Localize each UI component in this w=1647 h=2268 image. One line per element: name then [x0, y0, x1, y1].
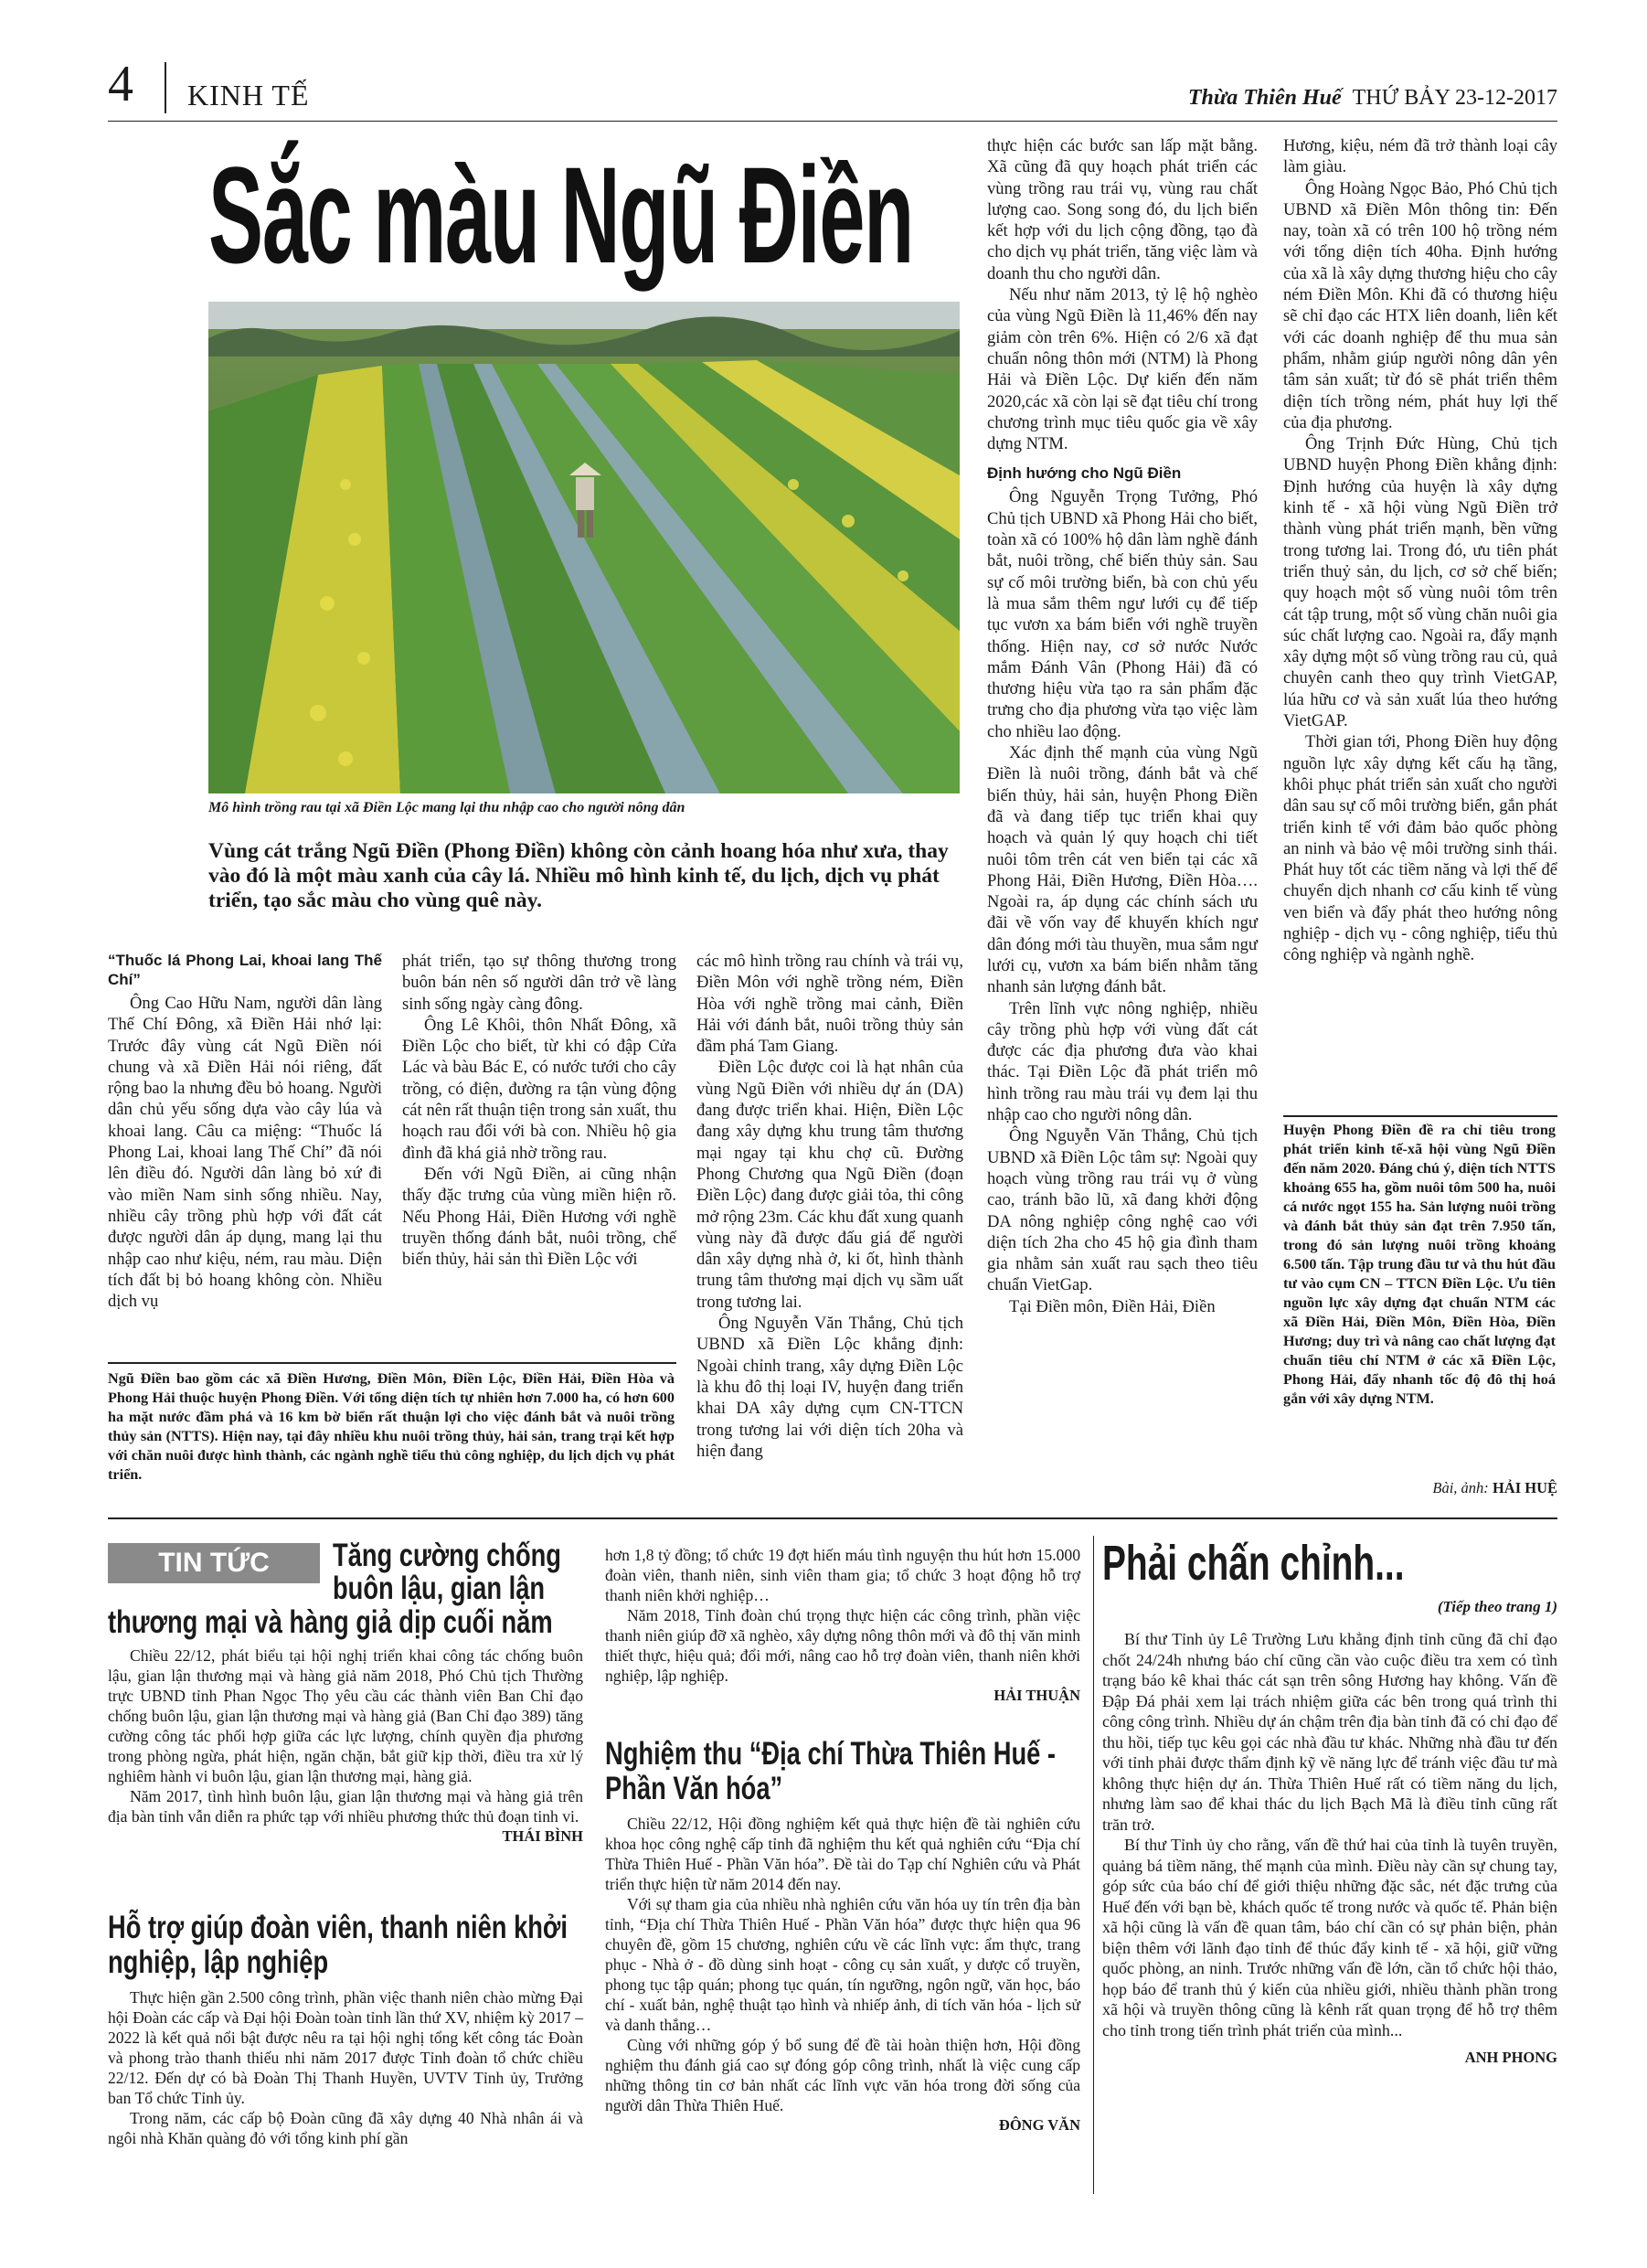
title-line: Tăng cường chống — [333, 1538, 561, 1573]
paragraph: Ông Lê Khôi, thôn Nhất Đông, xã Điền Lộc cho biết, từ khi có đập Cửa Lác và bàu Bác E, có nước tưới cho cây trồng, có điện, đường ra tận vùng động cát nên rất thuận tiện trong sản xuất, thu hoạch rau đổi với bà con. Nhiều hộ gia đình đã khá giả nhờ trồng rau. — [402, 1015, 676, 1163]
paragraph: Cùng với những góp ý bổ sung để đề tài hoàn thiện hơn, Hội đồng nghiệm thu đánh giá cao sự đóng góp công trình, nhất là việc cung cấp những thông tin cơ bản nhất các lĩnh vực văn hóa trong đời sống của người dân Thừa Thiên Huế. — [605, 2036, 1080, 2114]
news-a1-body — [108, 1645, 583, 1847]
paragraph: Xác định thế mạnh của vùng Ngũ Điền là nuôi trồng, đánh bắt và chế biến thủy, hải sản, huyện Phong Điền đã và đang tiếp tục triển khai quy hoạch và quản lý quy hoạch chi tiết nuôi tôm trên cát ven biển tại các xã Phong Hải, Điền Hương, Điền Hòa…. Ngoài ra, áp dụng các chính sách ưu đãi về vốn vay để khuyến khích ngư dân đóng mới tàu thuyền, mua sắm ngư lưới cụ, vươn xa bám biển nhằm tăng nhanh sản lượng đánh bắt. — [987, 743, 1258, 997]
paragraph: Chiều 22/12, phát biểu tại hội nghị triển khai công tác chống buôn lậu, gian lận thương mại và hàng giả năm 2018, Phó Chủ tịch Thường trực UBND tỉnh Phan Ngọc Thọ yêu cầu các thành viên Ban Chỉ đạo chống buôn lậu, gian lận thương mại và hàng giả (Ban Chỉ đạo 389) tăng cường công tác phối hợp giữa các lực lượng, chính quyền địa phương trong phòng ngừa, phát hiện, ngăn chặn, bắt giữ kịp thời, điều tra xử lý nghiêm hành vi buôn lậu, gian lận thương mại, hàng giả. — [108, 1646, 583, 1785]
paragraph: hơn 1,8 tỷ đồng; tổ chức 19 đợt hiến máu tình nguyện thu hút hơn 15.000 đoàn viên, thanh niên, sinh viên tham gia; tổ chức 3 hoạt động hỗ trợ thanh niên khởi nghiệp… — [605, 1546, 1080, 1604]
feature-title: Sắc màu Ngũ Điền — [208, 138, 913, 292]
continued-note: (Tiếp theo trang 1) — [1437, 1598, 1557, 1615]
paragraph: Chiều 22/12, Hội đồng nghiệm kết quả thực hiện đề tài nghiên cứu khoa học công nghệ cấp tỉnh đã nghiệm thu kết quả nghiên cứu “Địa chí Thừa Thiên Huế - Phần Văn hóa”. Đề tài do Tạp chí Nghiên cứu và Phát triển thực hiện từ năm 2014 đến nay. — [605, 1815, 1080, 1893]
paragraph: Ông Trịnh Đức Hùng, Chủ tịch UBND huyện Phong Điền khẳng định: Định hướng của huyện là xây dựng kinh tế - xã hội vùng Ngũ Điền trở thành vùng phát triển mạnh, bền vững trong tương lai. Trong đó, ưu tiên phát triển thuỷ sản, du lịch, cơ sở chế biến; quy hoạch một số vùng nuôi tôm trên cát tập trung, một số vùng chăn nuôi gia súc chất lượng cao. Ngoài ra, đẩy mạnh xây dựng một số vùng trồng rau củ, quả chuyên canh theo quy trình VietGAP, lúa hữu cơ và sản xuất lúa theo hướng VietGAP. — [1283, 434, 1557, 731]
paragraph: Năm 2018, Tỉnh đoàn chú trọng thực hiện các công trình, phần việc thanh niên giúp đỡ xã nghèo, xây dựng nông thôn mới và đô thị văn minh thiết thực, hiệu quả; đổi mới, nâng cao hỗ trợ đoàn viên, thanh niên khởi nghiệp, lập nghiệp. — [605, 1606, 1080, 1685]
paragraph: Thực hiện gần 2.500 công trình, phần việc thanh niên chào mừng Đại hội Đoàn các cấp và Đại hội Đoàn toàn tỉnh lần thứ XV, nhiệm kỳ 2017 – 2022 là kết quả nổi bật được nêu ra tại hội nghị tổng kết công tác Đoàn và phong trào thanh thiếu nhi năm 2017 được Tỉnh đoàn tổ chức chiều 22/12. Đến dự có bà Đoàn Thị Thanh Huyền, UVTV Tỉnh ủy, Trưởng ban Tổ chức Tỉnh ủy. — [108, 1988, 583, 2107]
news-a2-author: HẢI THUẬN — [994, 1687, 1080, 1704]
paragraph: Ông Nguyễn Văn Thắng, Chủ tịch UBND xã Điền Lộc khẳng định: Ngoài chỉnh trang, xây dựng Điền Lộc là khu đô thị loại IV, huyện đang triển khai DA xây dựng cụm CN-TTCN trong tương lai với diện tích 20ha và hiện đang — [696, 1314, 963, 1461]
col4-subheading: Định hướng cho Ngũ Điền — [987, 464, 1182, 483]
paragraph: Bí thư Tỉnh ủy Lê Trường Lưu khẳng định tỉnh cũng đã chỉ đạo chốt 24/24h nhưng báo chí cũng cần vào cuộc điều tra xem có tình trạng báo kê khai thác cát sạn trên sông Hương hay không. Vấn đề Đập Đá phải xem lại trách nhiệm giữa các bên trong quá trình thi công công trình. Nhiều dự án chậm trên địa bàn tỉnh đã có chỉ đạo để thu hồi, tiếp tục kêu gọi các nhà đầu tư khác. Những nhà đầu tư đến với tỉnh phải được thẩm định kỹ về năng lực để tránh việc đầu tư mà không thực hiện dự án. Thừa Thiên Huế rất có tiềm năng du lịch, nhưng làm sao để khai thác du lịch Bạch Mã là điều tỉnh cũng rất trăn trở. — [1102, 1630, 1557, 1834]
paragraph: Ông Nguyễn Trọng Tưởng, Phó Chủ tịch UBND xã Phong Hải cho biết, toàn xã có 100% hộ dân làm nghề đánh bắt, nuôi trồng, chế biến thủy sản. Sau sự cố môi trường biển, bà con chủ yếu là mua sắm thêm ngư lưới cụ để tiếp tục vươn xa bám biển với nghề truyền thống. Hiện nay, cơ sở nước Nước mắm Đánh Vân (Phong Hải) đã có thương hiệu vừa tạo ra sản phẩm đặc trưng cho địa phương vừa tạo việc làm cho nhiều lao động. — [987, 487, 1258, 741]
news-a1-author: THÁI BÌNH — [502, 1827, 583, 1845]
factbox-rule — [108, 1362, 676, 1364]
news-a3-body — [605, 1814, 1080, 2135]
paragraph: Trong năm, các cấp bộ Đoàn cũng đã xây dựng 40 Nhà nhân ái và ngôi nhà Khăn quàng đỏ với tổng kinh phí gần — [108, 2109, 583, 2147]
news-a2-body-continued — [605, 1545, 1080, 1706]
feature-byline — [1432, 1479, 1557, 1497]
paragraph: Bí thư Tỉnh ủy cho rằng, vấn đề thứ hai của tỉnh là tuyên truyền, quảng bá tiềm năng, thế mạnh của mình. Điều này cần sự chung tay, góp sức của báo chí để giới thiệu những đặc sắc, nét đặc trưng của Huế đến với bạn bè, khách quốc tế trong nước và quốc tế. Phản biện xã hội cũng là vấn đề quan tâm, báo chí cần có sự phản biện, phản biện thêm với lãnh đạo tỉnh để thúc đẩy kinh tế - xã hội, giữ vững quốc phòng, an ninh. Trước những vấn đề lớn, cần tổ chức hội thảo, họp báo để tranh thủ ý kiến của nhiều giới, nhiều thành phần trong xã hội và truyền thông cũng là kênh rất quan trọng để hỗ trợ thêm cho tỉnh trong tiến trình phát triển của mình... — [1102, 1836, 1557, 2039]
feature-column-1 — [108, 951, 382, 1312]
paper-name: Thừa Thiên Huế — [1187, 86, 1342, 110]
header-rule — [108, 121, 1557, 122]
paragraph: phát triển, tạo sự thông thương trong buôn bán nên số người dân trở về làng sinh sống ngày càng đông. — [402, 952, 676, 1014]
title-line: buôn lậu, gian lận — [333, 1571, 546, 1606]
news-a1-title — [108, 1539, 583, 1640]
news-a2-body — [108, 1987, 583, 2148]
feature-lead: Vùng cát trắng Ngũ Điền (Phong Điền) không còn cảnh hoang hóa như xưa, thay vào đó là một màu xanh của cây lá. Nhiều mô hình kinh tế, du lịch, dịch vụ phát triển, tạo sắc màu cho vùng quê này. — [208, 839, 949, 912]
paragraph: Ông Hoàng Ngọc Bảo, Phó Chủ tịch UBND xã Điền Môn thông tin: Đến nay, toàn xã có trên 100 hộ trồng ném với tổng diện tích 40ha. Định hướng của xã là xây dựng thương hiệu cho cây ném Điền Môn. Khi đã có thương hiệu sẽ chỉ đạo các HTX liên doanh, liên kết với các doanh nghiệp để thu mua sản phẩm, nhằm giúp người nông dân yên tâm sản xuất; từ đó sẽ phát triển thêm diện tích trồng ném, phát huy lợi thế của địa phương. — [1283, 178, 1557, 432]
header-masthead — [1188, 86, 1557, 111]
title-line: thương mại và hàng giả dịp cuối năm — [108, 1604, 553, 1640]
feature-column-4 — [987, 135, 1258, 1317]
feature-column-5 — [1283, 135, 1557, 966]
paragraph: Năm 2017, tình hình buôn lậu, gian lận thương mại và hàng giả trên địa bàn tỉnh vẫn diễn ra phức tạp với nhiều phương thức thủ đoạn tinh vi. — [108, 1787, 583, 1826]
byline-name: HẢI HUỆ — [1492, 1479, 1557, 1496]
paragraph: các mô hình trồng rau chính và trái vụ, Điền Môn với nghề trồng ném, Điền Hòa với nghề trồng mai cảnh, Điền Hải với đánh bắt, nuôi trồng thủy sản đầm phá Tam Giang. — [696, 952, 963, 1057]
paragraph: Ông Cao Hữu Nam, người dân làng Thế Chí Đông, xã Điền Hải nhớ lại: Trước đây vùng cát Ngũ Điền nói chung và xã Điền Hải nói riêng, đất rộng bao la nhưng đều bỏ hoang. Người dân chủ yếu sống dựa vào cây lúa và khoai lang. Câu ca miệng: “Thuốc lá Phong Lai, khoai lang Thế Chí” đã nói lên điều đó. Người dân làng bỏ xứ đi vào miền Nam sinh sống nhiều. Nay, nhiều cây trồng phù hợp với đất cát được người dân áp dụng, mang lại thu nhập cao như kiệu, ném, rau màu. Diện tích đất bị bỏ hoang không còn. Nhiều dịch vụ — [108, 994, 382, 1312]
col1-subheading: “Thuốc lá Phong Lai, khoai lang Thế Chí” — [108, 952, 382, 988]
paragraph: Ông Nguyễn Văn Thắng, Chủ tịch UBND xã Điền Lộc tâm sự: Ngoài quy hoạch vùng trồng rau trái vụ ở vùng cao, tránh bão lũ, xã đang khởi động DA nông nghiệp công nghệ cao với diện tích 2ha cho 45 hộ gia đình tham gia nhằm sản xuất rau sạch theo tiêu chuẩn VietGap. — [987, 1126, 1258, 1295]
factbox-left: Ngũ Điền bao gồm các xã Điền Hương, Điền Môn, Điền Lộc, Điền Hải, Điền Hòa và Phong Hải thuộc huyện Phong Điền. Với tổng diện tích tự nhiên hơn 7.000 ha, có hơn 600 ha mặt nước đầm phá và 16 km bờ biển rất thuận lợi cho việc đánh bắt và nuôi trồng thủy sản (NTTS). Hiện nay, tại đây nhiều khu nuôi trồng thủy, hải sản, trang trại kết hợp với chăn nuôi được hình thành, các ngành nghề tiểu thủ công nghiệp, du lịch dịch vụ phát triển. — [108, 1370, 675, 1483]
paragraph: Trên lĩnh vực nông nghiệp, nhiều cây trồng phù hợp với vùng đất cát được các địa phương đưa vào khai thác. Tại Điền Lộc đã phát triển mô hình trồng rau màu trái vụ đem lại thu nhập cao cho người nông dân. — [987, 998, 1258, 1125]
page-number: 4 — [108, 56, 133, 112]
paragraph: Hương, kiệu, ném đã trở thành loại cây làm giàu. — [1283, 136, 1557, 177]
factbox-right: Huyện Phong Điền đề ra chỉ tiêu trong phát triển kinh tế-xã hội vùng Ngũ Điền đến năm 2020. Đáng chú ý, diện tích NTTS khoảng 655 ha, gồm nuôi tôm 500 ha, nuôi cá nước ngọt 155 ha. Sản lượng nuôi trồng và đánh bắt thủy sản đạt trên 7.950 tấn, trong đó sản lượng nuôi trồng khoảng 6.500 tấn. Tập trung đầu tư và thu hút đầu tư vào cụm CN – TTCN Điền Lộc. Ưu tiên nguồn lực xây dựng đạt chuẩn NTM các xã Điền Hải, Điền Môn, Điền Hòa, Điền Hương; duy trì và nâng cao chất lượng đạt chuẩn tiêu chí NTM ở các xã Điền Lộc, Phong Hải, đẩy nhanh tốc độ đô thị hoá gắn với xây dựng NTM. — [1283, 1122, 1556, 1407]
news-label: TIN TỨC — [108, 1543, 320, 1583]
paragraph: Đến với Ngũ Điền, ai cũng nhận thấy đặc trưng của vùng miền hiện rõ. Nếu Phong Hải, Điền Hương với nghề truyền thống đánh bắt, nuôi trồng, chế biến thủy, hải sản thì Điền Lộc với — [402, 1164, 676, 1270]
paragraph: Nếu như năm 2013, tỷ lệ hộ nghèo của vùng Ngũ Điền là 11,46% đến nay giảm còn trên 6%. Hiện có 2/6 xã đạt chuẩn nông thôn mới (NTM) là Phong Hải và Điền Lộc. Dự kiến đến năm 2020,các xã còn lại sẽ đạt tiêu chí trong chương trình mục tiêu quốc gia về xây dựng NTM. — [987, 285, 1258, 454]
vegetable-field-image — [208, 302, 960, 793]
feature-column-2 — [402, 951, 676, 1270]
factbox-right-rule — [1283, 1115, 1557, 1117]
paragraph: Tại Điền môn, Điền Hải, Điền — [1009, 1296, 1216, 1316]
photo-caption: Mô hình trồng rau tại xã Điền Lộc mang lại thu nhập cao cho người nông dân — [208, 800, 685, 815]
paragraph: thực hiện các bước san lấp mặt bằng. Xã cũng đã quy hoạch phát triển các vùng trồng rau trái vụ, vùng rau chất lượng cao. Song song đó, du lịch biển kết hợp với du lịch cộng đồng, tạo đà cho dịch vụ phát triển, tăng việc làm và doanh thu cho người dân. — [987, 136, 1258, 283]
header-divider-vertical — [165, 62, 166, 113]
continued-title: Phải chấn chỉnh... — [1102, 1536, 1405, 1591]
paragraph: Điền Lộc được coi là hạt nhân của vùng Ngũ Điền với nhiều dự án (DA) đang được triển khai. Hiện, Điền Lộc đang xây dựng khu trung tâm thương mại ngay tại khu chợ cũ. Đường Phong Chương qua Ngũ Điền (đoạn Điền Lộc) đang được giải tỏa, thi công mở rộng 23m. Các khu đất xung quanh vùng này đã được đấu giá để người dân xây dựng nhà ở, ki ốt, hình thành trung tâm thương mại dịch vụ sầm uất trong tương lai. — [696, 1058, 963, 1312]
paragraph: Thời gian tới, Phong Điền huy động nguồn lực xây dựng kết cấu hạ tầng, khôi phục phát triển sản xuất cho người dân sau sự cố môi trường biển, gắn phát triển kinh tế với đảm bảo quốc phòng an ninh và bảo vệ môi trường sinh thái. Phát huy tốt các tiềm năng và lợi thế để chuyển dịch nhanh cơ cấu kinh tế vùng ven biển và đẩy phát theo hướng nông nghiệp - dịch vụ - công nghiệp, tiểu thủ công nghiệp và ngành nghề. — [1283, 732, 1557, 965]
section-divider — [108, 1517, 1557, 1519]
news-a2-title: Hỗ trợ giúp đoàn viên, thanh niên khởi nghiệp, lập nghiệp — [108, 1910, 568, 1980]
issue-date: THỨ BẢY 23-12-2017 — [1352, 86, 1557, 110]
news-a3-title: Nghiệm thu “Địa chí Thừa Thiên Huế - Phần Văn hóa” — [605, 1736, 1056, 1806]
news-a3-author: ĐÔNG VĂN — [998, 2116, 1080, 2134]
feature-column-3 — [696, 951, 963, 1462]
column-divider — [1093, 1536, 1094, 2194]
continued-body — [1102, 1629, 1557, 2068]
continued-author: ANH PHONG — [1464, 2049, 1557, 2066]
byline-label: Bài, ảnh: — [1432, 1479, 1489, 1496]
feature-photo — [208, 302, 960, 793]
section-name: KINH TẾ — [187, 79, 310, 112]
paragraph: Với sự tham gia của nhiều nhà nghiên cứu văn hóa uy tín trên địa bàn tỉnh, “Địa chí Thừa Thiên Huế - Phần Văn hóa” được thực hiện qua 96 chuyên đề, gồm 15 chương, nghiên cứu về các lĩnh vực: ẩm thực, trang phục - Nhà ở - đồ dùng sinh hoạt - công cụ sản xuất, y dược cổ truyền, phong tục tập quán; phong tục quán, tín ngưỡng, ngôn ngữ, văn học, báo chí - xuất bản, nghệ thuật tạo hình và nhiếp ảnh, di tích văn hóa - lịch sử và danh thắng… — [605, 1895, 1080, 2034]
